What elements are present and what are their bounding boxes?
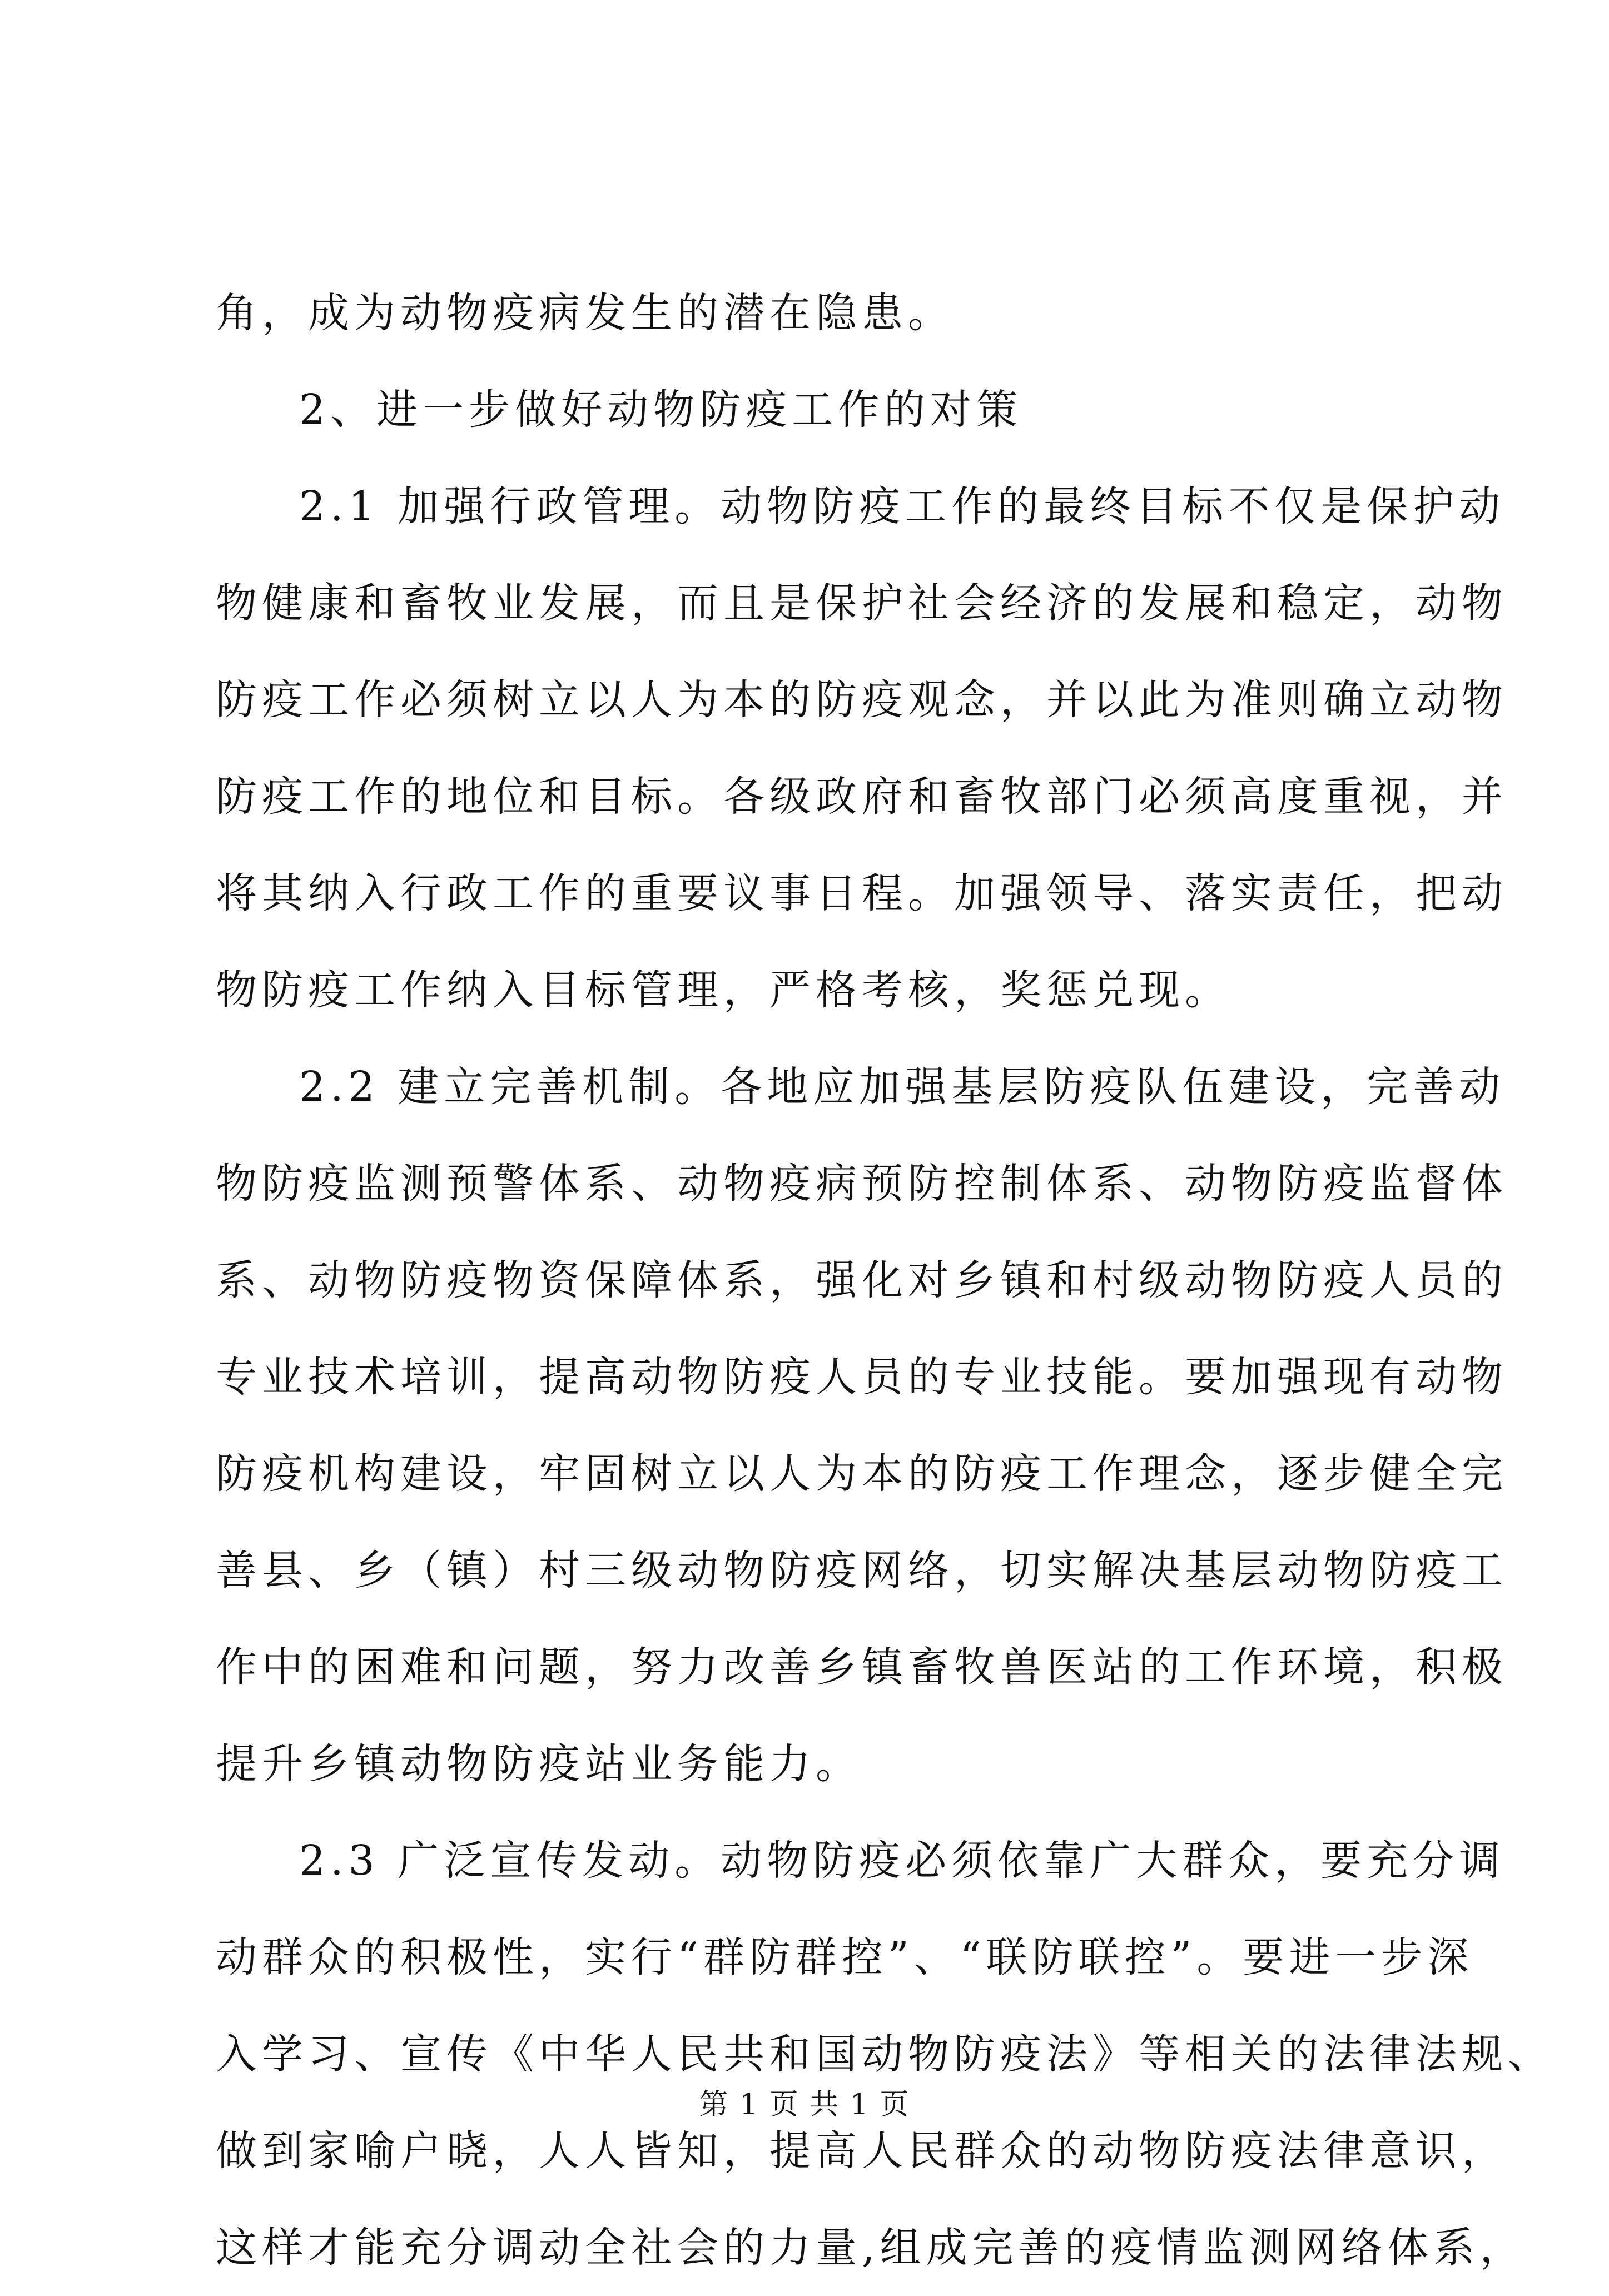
text-line: 这样才能充分调动全社会的力量,组成完善的疫情监测网络体系， [216,2224,1526,2272]
text-line: 物防疫监测预警体系、动物疫病预防控制体系、动物防疫监督体 [216,1160,1508,1207]
text-line: 2.2 建立完善机制。各地应加强基层防疫队伍建设，完善动 [299,1063,1506,1111]
text-line: 作中的困难和问题，努力改善乡镇畜牧兽医站的工作环境，积极 [216,1643,1508,1691]
body-text [216,265,1554,2296]
page-footer: 第 1 页 共 1 页 [699,2088,910,2121]
text-line: 专业技术培训，提高动物防疫人员的专业技能。要加强现有动物 [216,1353,1508,1401]
text-line: 动群众的积极性，实行“群防群控”、“联防联控”。要进一步深 [216,1934,1474,1981]
text-line: 2.1 加强行政管理。动物防疫工作的最终目标不仅是保护动 [299,483,1506,530]
text-line: 善县、乡（镇）村三级动物防疫网络，切实解决基层动物防疫工 [216,1547,1508,1594]
text-line: 提升乡镇动物防疫站业务能力。 [216,1740,862,1788]
text-line: 将其纳入行政工作的重要议事日程。加强领导、落实责任，把动 [216,869,1508,917]
text-line: 2.3 广泛宣传发动。动物防疫必须依靠广大群众，要充分调 [299,1837,1506,1885]
text-line: 入学习、宣传《中华人民共和国动物防疫法》等相关的法律法规、 [216,2030,1554,2078]
text-line: 2、进一步做好动物防疫工作的对策 [299,386,1023,434]
text-line: 系、动物防疫物资保障体系，强化对乡镇和村级动物防疫人员的 [216,1256,1508,1304]
text-line: 物健康和畜牧业发展，而且是保护社会经济的发展和稳定，动物 [216,579,1508,627]
text-line: 物防疫工作纳入目标管理，严格考核，奖惩兑现。 [216,966,1231,1014]
text-line: 角，成为动物疫病发生的潜在隐患。 [216,289,954,337]
text-line: 防疫机构建设，牢固树立以人为本的防疫工作理念，逐步健全完 [216,1450,1508,1498]
text-line: 做到家喻户晓，人人皆知，提高人民群众的动物防疫法律意识， [216,2127,1508,2175]
text-line: 防疫工作必须树立以人为本的防疫观念，并以此为准则确立动物 [216,676,1508,724]
text-line: 防疫工作的地位和目标。各级政府和畜牧部门必须高度重视，并 [216,773,1508,821]
